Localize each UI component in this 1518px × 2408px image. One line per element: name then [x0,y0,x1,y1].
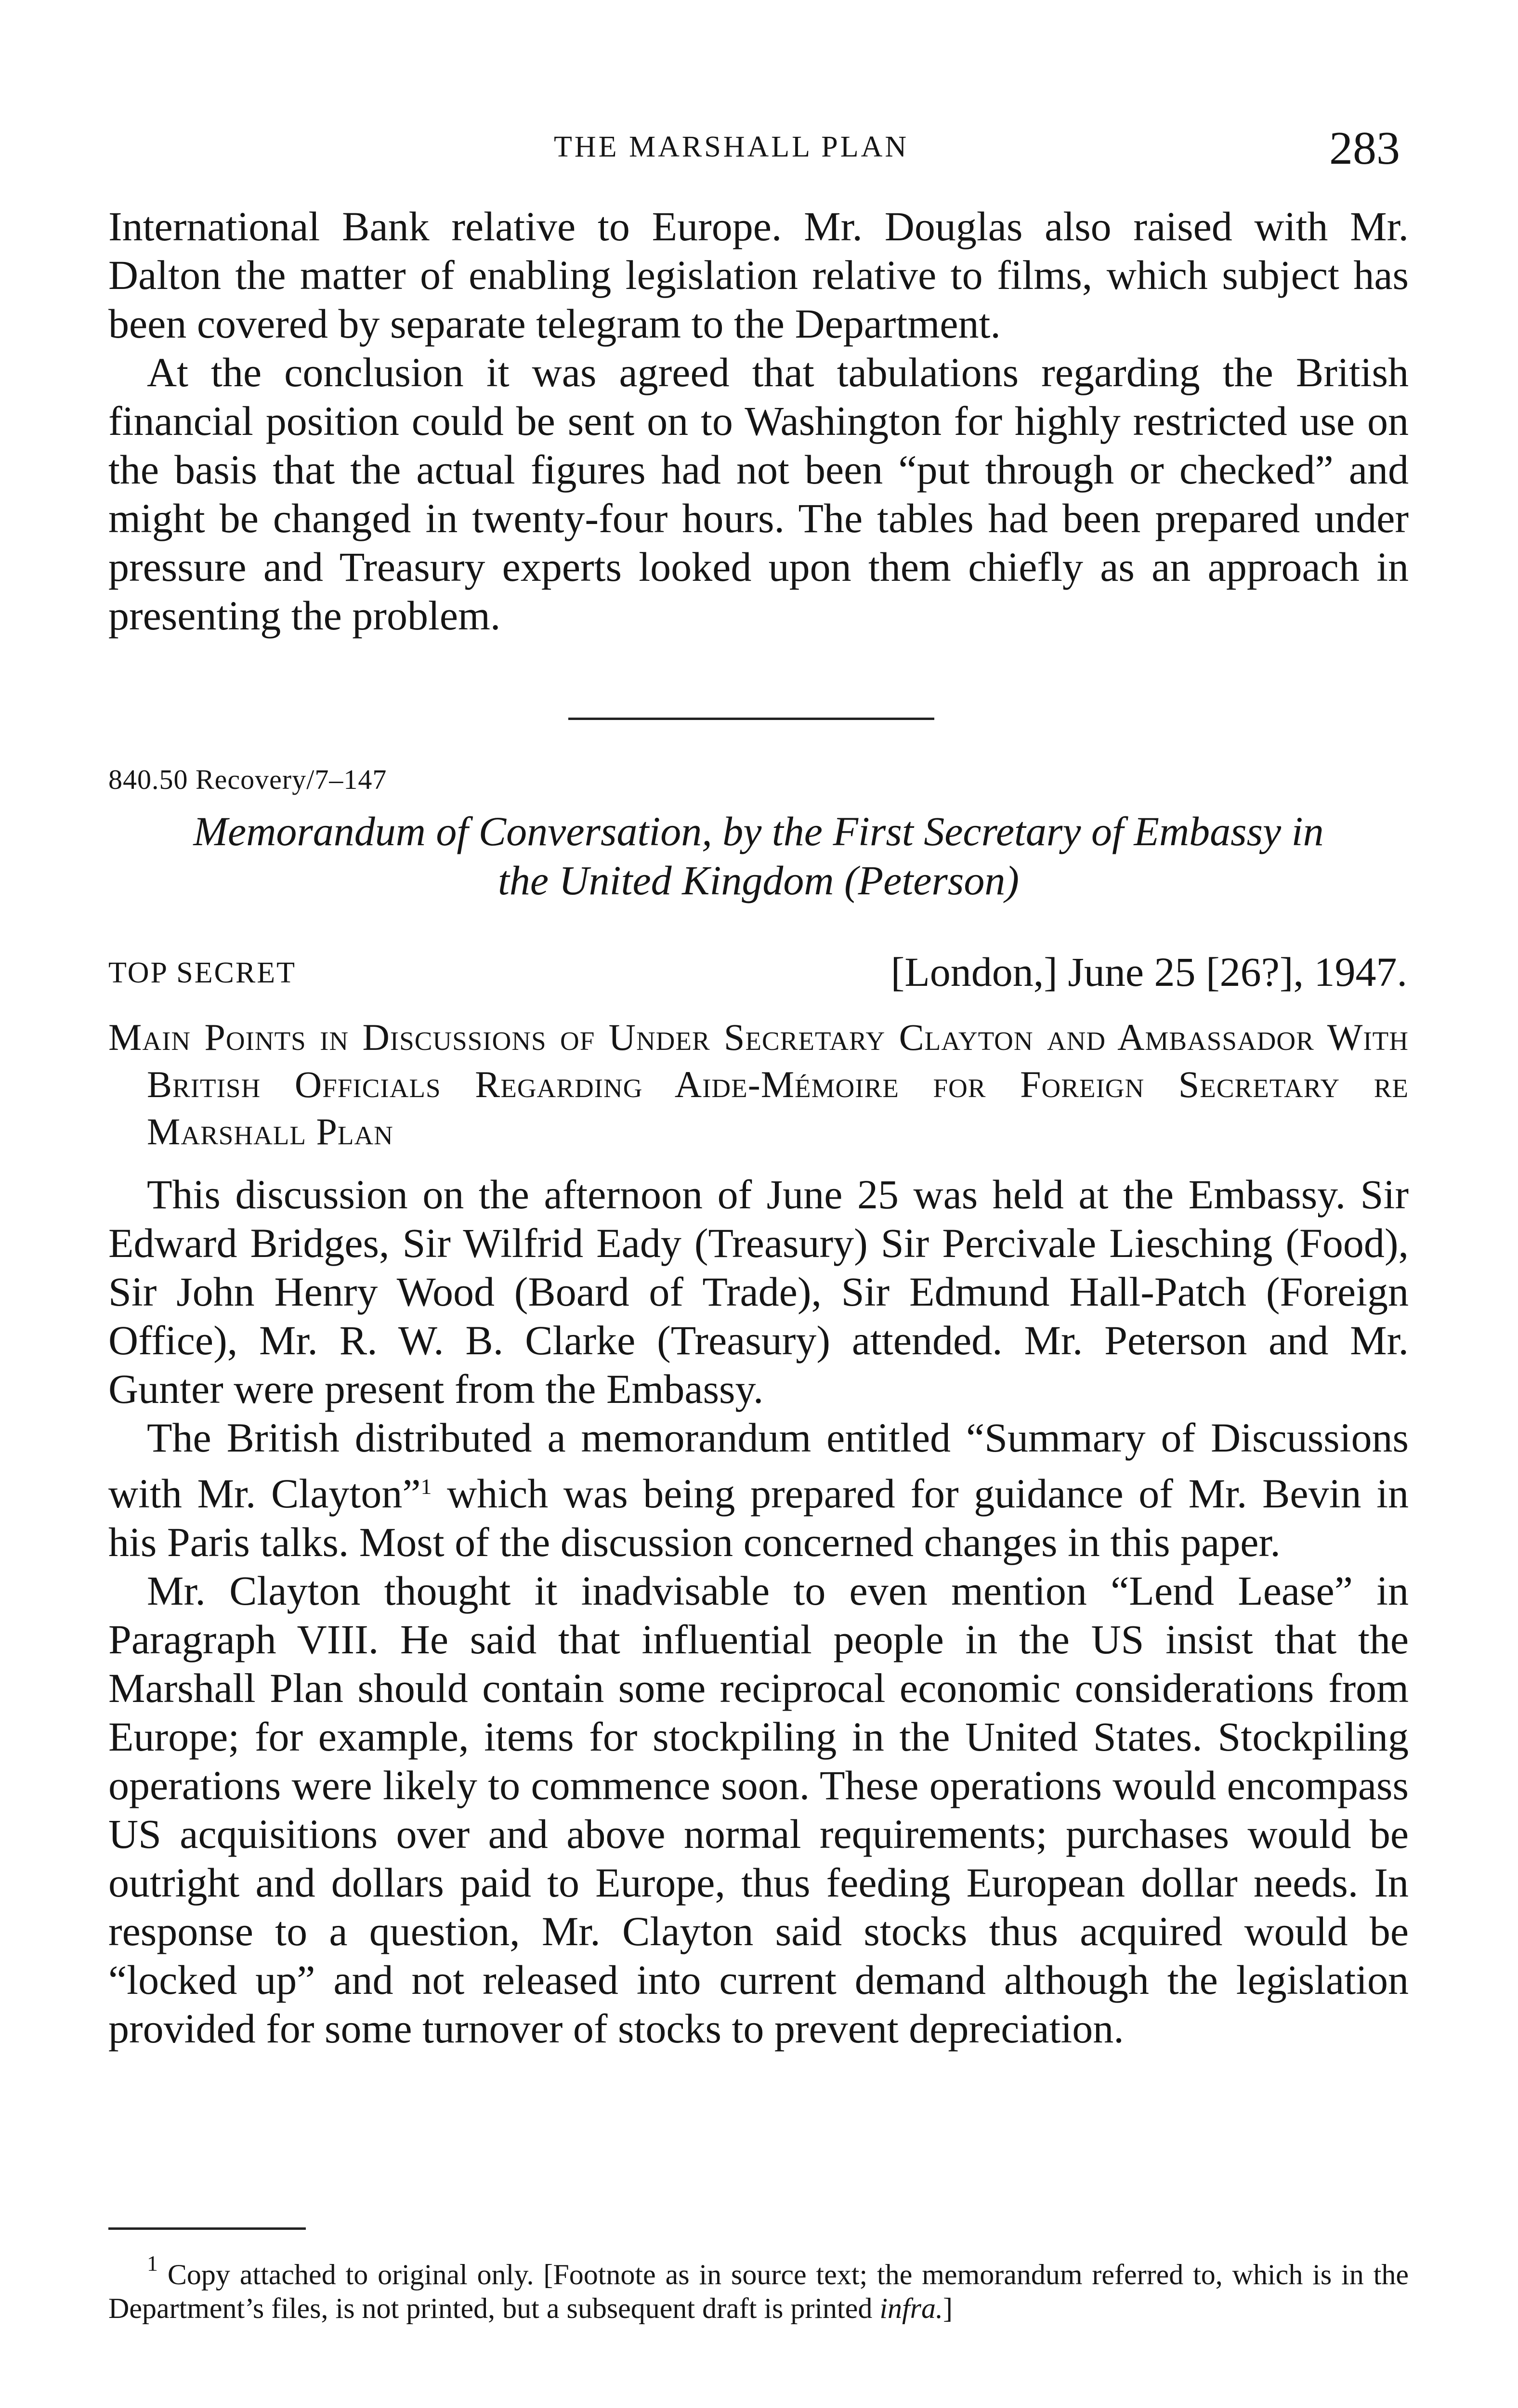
page-number: 283 [1329,122,1400,174]
footnote-italic-text: infra. [879,2292,943,2324]
body-paragraph-3: Mr. Clayton thought it inadvisable to even mention “Lend Lease” in Paragraph VIII. He said that influential people in the US insist that the Marshall Plan should contain some reciprocal economic considerations from Europe; for example, items for stockpiling in the United States. Stockpiling operations were likely to commence soon. These operations would encompass US acquisitions over and above normal requirements; purchases would be outright and dollars paid to Europe, thus feeding European dollar needs. In response to a question, Mr. Clayton said stocks thus acquired would be “locked up” and not released into current demand although the legislation provided for some turnover of stocks to prevent depreciation. [108,1568,1409,2052]
body-paragraph-2-part-2: which was being prepared for guidance of Mr. Bevin in his Paris talks. Most of the discussion concerned changes in this paper. [108,1470,1409,1565]
footnote-divider-rule [108,2227,306,2230]
file-number: 840.50 Recovery/7–147 [108,764,387,795]
memo-title [108,807,1409,905]
memo-title-line-2: the United Kingdom (Peterson) [498,857,1019,903]
footnote-marker: 1 [147,2251,158,2276]
section-divider-rule [568,718,934,720]
dateline: [London,] June 25 [26?], 1947. [890,949,1407,995]
footnote-reference-marker: 1 [420,1474,432,1499]
subject-heading [108,1014,1409,1155]
continuation-text [108,202,1409,640]
running-head: THE MARSHALL PLAN [554,131,909,163]
subject-heading-text: Main Points in Discussions of Under Secretary Clayton and Ambassador With British Officials Regarding Aide-Mémoire for Foreign Secretary re Marshall Plan [108,1016,1409,1152]
memo-title-line-1: Memorandum of Conversation, by the First Secretary of Embassy in [193,808,1324,854]
footnote-text [108,2247,1409,2325]
footnote [108,2247,1409,2325]
footnote-text-end: ] [943,2292,953,2324]
footnote-text-main: Copy attached to original only. [Footnote as in source text; the memorandum referred to, which is in the Department’s files, is not printed, but a subsequent draft is printed [108,2259,1409,2324]
continuation-paragraph-1: International Bank relative to Europe. Mr. Douglas also raised with Mr. Dalton the matter of enabling legislation relative to films, which subject has been covered by separate telegram to the Department. [108,203,1409,347]
body-paragraph-2 [108,1413,1409,1567]
classification-label: TOP SECRET [108,956,297,989]
body-paragraph-1: This discussion on the afternoon of June 25 was held at the Embassy. Sir Edward Bridges, Sir Wilfrid Eady (Treasury) Sir Percivale Liesching (Food), Sir John Henry Wood (Board of Trade), Sir Edmund Hall-Patch (Foreign Office), Mr. R. W. B. Clarke (Treasury) attended. Mr. Peterson and Mr. Gunter were present from the Embassy. [108,1171,1409,1412]
body-paragraph-2-part-1: The British distributed a memorandum entitled “Summary of Discussions with Mr. Clayton” [108,1414,1409,1517]
continuation-paragraph-2: At the conclusion it was agreed that tabulations regarding the British financial position could be sent on to Washington for highly restricted use on the basis that the actual figures had not been “put through or checked” and might be changed in twenty-four hours. The tables had been prepared under pressure and Treasury experts looked upon them chiefly as an approach in presenting the problem. [108,349,1409,639]
memo-body [108,1170,1409,2053]
